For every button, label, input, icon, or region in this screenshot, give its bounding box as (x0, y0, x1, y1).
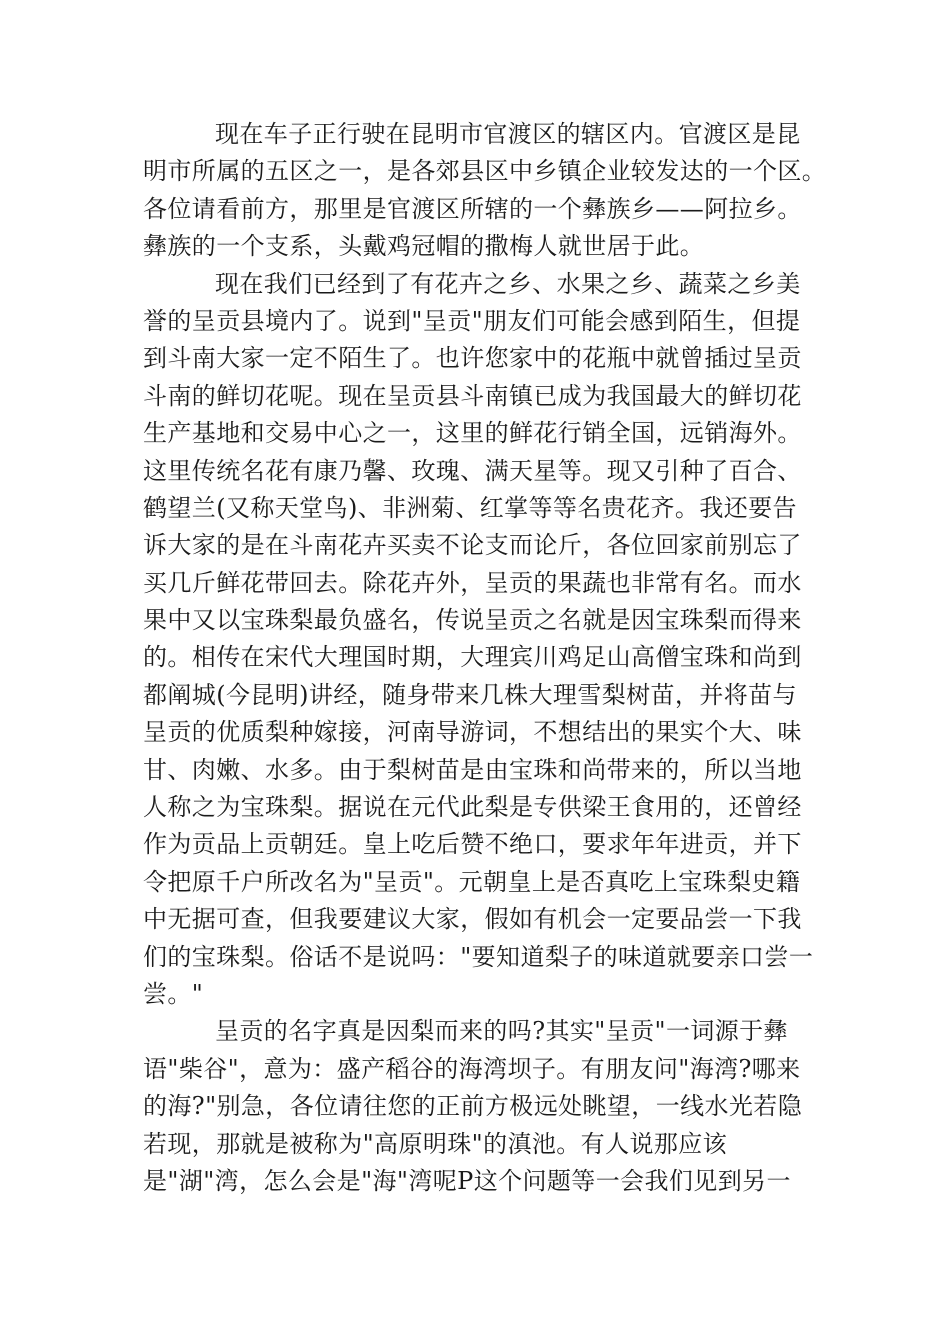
text-line: 尝。" (143, 979, 204, 1008)
text-line: 的海?"别急，各位请往您的正前方极远处眺望，一线水光若隐 (143, 1092, 803, 1121)
text-line: 明市所属的五区之一，是各郊县区中乡镇企业较发达的一个区。 (143, 157, 827, 186)
text-line: 诉大家的是在斗南花卉买卖不论支而论斤，各位回家前别忘了 (143, 531, 802, 560)
text-line: 是"湖"湾，怎么会是"海"湾呢P这个问题等一会我们见到另一 (143, 1166, 791, 1195)
text-line: 语"柴谷"，意为：盛产稻谷的海湾坝子。有朋友问"海湾?哪来 (143, 1054, 801, 1083)
text-line: 各位请看前方，那里是官渡区所辖的一个彝族乡——阿拉乡。 (143, 194, 802, 223)
text-line: 鹤望兰(又称天堂鸟)、非洲菊、红掌等等名贵花齐。我还要告 (143, 493, 797, 522)
text-line: 若现，那就是被称为"高原明珠"的滇池。有人说那应该 (143, 1129, 728, 1158)
body-text (143, 116, 827, 1200)
text-line: 呈贡的优质梨种嫁接，河南导游词，不想结出的果实个大、味 (143, 718, 802, 747)
text-line: 誉的呈贡县境内了。说到"呈贡"朋友们可能会感到陌生，但提 (143, 306, 801, 335)
text-line: 这里传统名花有康乃馨、玫瑰、满天星等。现又引种了百合、 (143, 456, 802, 485)
text-line: 现在我们已经到了有花卉之乡、水果之乡、蔬菜之乡美 (215, 269, 801, 298)
text-line: 买几斤鲜花带回去。除花卉外，呈贡的果蔬也非常有名。而水 (143, 568, 802, 597)
text-line: 生产基地和交易中心之一，这里的鲜花行销全国，远销海外。 (143, 419, 802, 448)
text-line: 令把原千户所改名为"呈贡"。元朝皇上是否真吃上宝珠梨史籍 (143, 867, 801, 896)
text-line: 人称之为宝珠梨。据说在元代此梨是专供梁王食用的，还曾经 (143, 793, 802, 822)
text-line: 到斗南大家一定不陌生了。也许您家中的花瓶中就曾插过呈贡 (143, 344, 802, 373)
text-line: 现在车子正行驶在昆明市官渡区的辖区内。官渡区是昆 (215, 120, 801, 148)
text-line: 彝族的一个支系，头戴鸡冠帽的撒梅人就世居于此。 (143, 232, 705, 261)
text-line: 中无据可查，但我要建议大家，假如有机会一定要品尝一下我 (143, 905, 802, 934)
text-line: 甘、肉嫩、水多。由于梨树苗是由宝珠和尚带来的，所以当地 (143, 755, 802, 784)
paragraph-3 (143, 1013, 803, 1200)
paragraph-1 (143, 116, 827, 266)
text-line: 呈贡的名字真是因梨而来的吗?其实"呈贡"一词源于彝 (215, 1017, 788, 1046)
text-line: 的。相传在宋代大理国时期，大理宾川鸡足山高僧宝珠和尚到 (143, 643, 802, 672)
text-line: 都阐城(今昆明)讲经，随身带来几株大理雪梨树苗，并将苗与 (143, 680, 797, 709)
text-line: 斗南的鲜切花呢。现在呈贡县斗南镇已成为我国最大的鲜切花 (143, 381, 802, 410)
text-line: 果中又以宝珠梨最负盛名，传说呈贡之名就是因宝珠梨而得来 (143, 606, 802, 635)
text-line: 作为贡品上贡朝廷。皇上吃后赞不绝口，要求年年进贡，并下 (143, 830, 802, 859)
text-line: 们的宝珠梨。俗话不是说吗："要知道梨子的味道就要亲口尝一 (143, 942, 814, 971)
paragraph-2 (143, 266, 814, 1014)
